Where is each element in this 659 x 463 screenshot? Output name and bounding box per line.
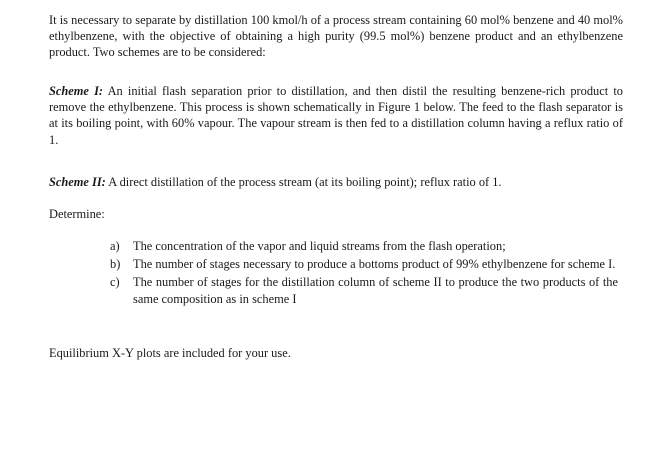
list-item-text: The number of stages for the distillation column of scheme II to produce the two products of the same composition as in scheme I: [133, 275, 618, 306]
list-marker: b): [110, 257, 121, 272]
list-item: [110, 256, 618, 272]
scheme-1-text: An initial flash separation prior to distillation, and then distil the resulting benzene-rich product to remove the ethylbenzene. This process is shown schematically in Figure 1 below. The feed to the flash separator is at its boiling point, with 60% vapour. The vapour stream is then fed to a distillation column having a reflux ratio of 1.: [49, 84, 623, 147]
scheme-2-label: Scheme II:: [49, 175, 106, 189]
footer-note: Equilibrium X-Y plots are included for your use.: [49, 346, 291, 360]
determine-heading: Determine:: [49, 207, 105, 221]
list-item: [110, 274, 618, 306]
list-item-text: The number of stages necessary to produce a bottoms product of 99% ethylbenzene for scheme I.: [133, 257, 616, 272]
list-item: [110, 238, 618, 254]
scheme-2-paragraph: [49, 174, 623, 190]
intro-paragraph: It is necessary to separate by distillation 100 kmol/h of a process stream containing 60 mol% benzene and 40 mol% ethylbenzene, with the objective of obtaining a high purity (99.5 mol%) benzene product and an ethylbenzene product. Two schemes are to be considered:: [49, 13, 623, 60]
scheme-1-paragraph: [49, 83, 623, 148]
list-item-text: The concentration of the vapor and liquid streams from the flash operation;: [133, 239, 506, 253]
scheme-1-label: Scheme I:: [49, 84, 104, 98]
list-marker: a): [110, 239, 120, 253]
scheme-2-text: A direct distillation of the process stream (at its boiling point); reflux ratio of 1.: [105, 175, 502, 189]
question-list: [110, 238, 618, 309]
list-marker: c): [110, 275, 120, 290]
